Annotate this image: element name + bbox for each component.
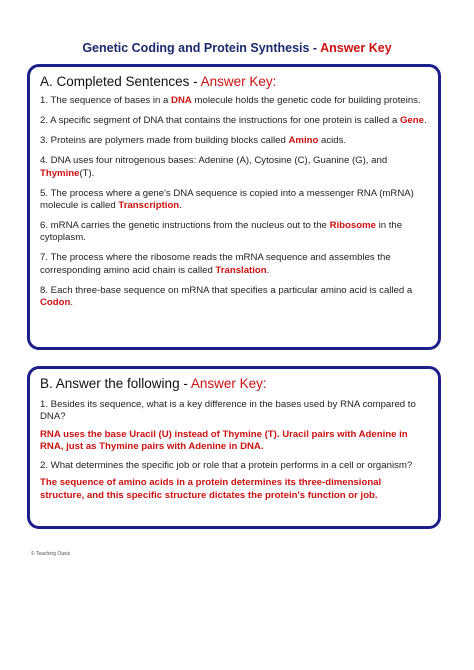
sentence-5-end: . <box>179 199 182 211</box>
section-a-heading-text: A. Completed Sentences - <box>40 74 201 89</box>
sentence-7 <box>40 252 428 277</box>
sentence-4-text: 4. DNA uses four nitrogenous bases: Adenine (A), Cytosine (C), Guanine (G), and <box>40 155 388 167</box>
sentence-7-end: . <box>266 264 270 276</box>
title-answer-key: Answer Key <box>320 41 392 55</box>
question-1: 1. Besides its sequence, what is a key difference in the bases used by RNA compared to DNA? <box>40 399 416 423</box>
sentence-2-end: . <box>423 115 427 127</box>
sentence-8-text: 8. Each three-base sequence on mRNA that specifies a particular amino acid is called a <box>40 284 413 296</box>
sentence-1 <box>40 95 428 107</box>
answer-4: Thymine <box>40 167 80 179</box>
answer-6: Ribosome <box>329 220 376 232</box>
answer-3: Amino <box>288 135 319 147</box>
sentence-2 <box>40 115 428 127</box>
sentence-8-end: . <box>70 297 74 309</box>
section-b-answer-key: Answer Key: <box>190 376 267 391</box>
section-a-box <box>27 64 441 350</box>
sentence-5 <box>40 188 428 213</box>
section-b-box <box>27 366 441 529</box>
answer-1: DNA <box>171 95 192 106</box>
sentence-4 <box>40 155 428 180</box>
sentence-1-end: molecule holds the genetic code for building proteins. <box>191 95 421 106</box>
sentence-7-text: 7. The process where the ribosome reads the mRNA sequence and assembles the corresponding amino acid chain is called <box>40 252 391 276</box>
sentence-8 <box>40 285 428 310</box>
sentence-6-end: in the cytoplasm. <box>40 220 403 244</box>
section-a-heading <box>40 74 428 89</box>
answer-2: Gene <box>399 115 424 127</box>
title-main: Genetic Coding and Protein Synthesis - <box>82 41 321 55</box>
section-b-heading <box>40 376 428 391</box>
sentence-3 <box>40 135 428 147</box>
sentence-6 <box>40 220 428 245</box>
answer-b2: The sequence of amino acids in a protein determines its three-dimensional structure, and this specific structure dictates the protein's function or job. <box>40 477 382 501</box>
copyright-footer: © Teaching Oasis <box>31 551 71 557</box>
answer-7: Translation <box>215 264 267 276</box>
sentence-6-text: 6. mRNA carries the genetic instructions from the nucleus out to the <box>40 220 330 232</box>
answer-5: Transcription <box>118 199 180 211</box>
sentence-1-text: 1. The sequence of bases in a <box>40 95 172 106</box>
sentence-4-end: (T). <box>79 167 95 179</box>
sentence-5-text: 5. The process where a gene's DNA sequence is copied into a messenger RNA (mRNA) molecule is called <box>40 187 414 211</box>
answer-8: Codon <box>40 297 71 309</box>
sentence-2-text: 2. A specific segment of DNA that contains the instructions for one protein is called a <box>40 115 400 127</box>
sentence-3-end: acids. <box>318 135 347 147</box>
section-a-answer-key: Answer Key: <box>200 74 277 89</box>
question-2: 2. What determines the specific job or role that a protein performs in a cell or organism? <box>40 460 413 472</box>
answer-b1: RNA uses the base Uracil (U) instead of Thymine (T). Uracil pairs with Adenine in RNA, just as Thymine pairs with Adenine in DNA. <box>40 428 408 452</box>
page-title <box>0 41 474 55</box>
sentence-3-text: 3. Proteins are polymers made from building blocks called <box>40 135 289 147</box>
section-b-heading-text: B. Answer the following - <box>40 376 191 391</box>
